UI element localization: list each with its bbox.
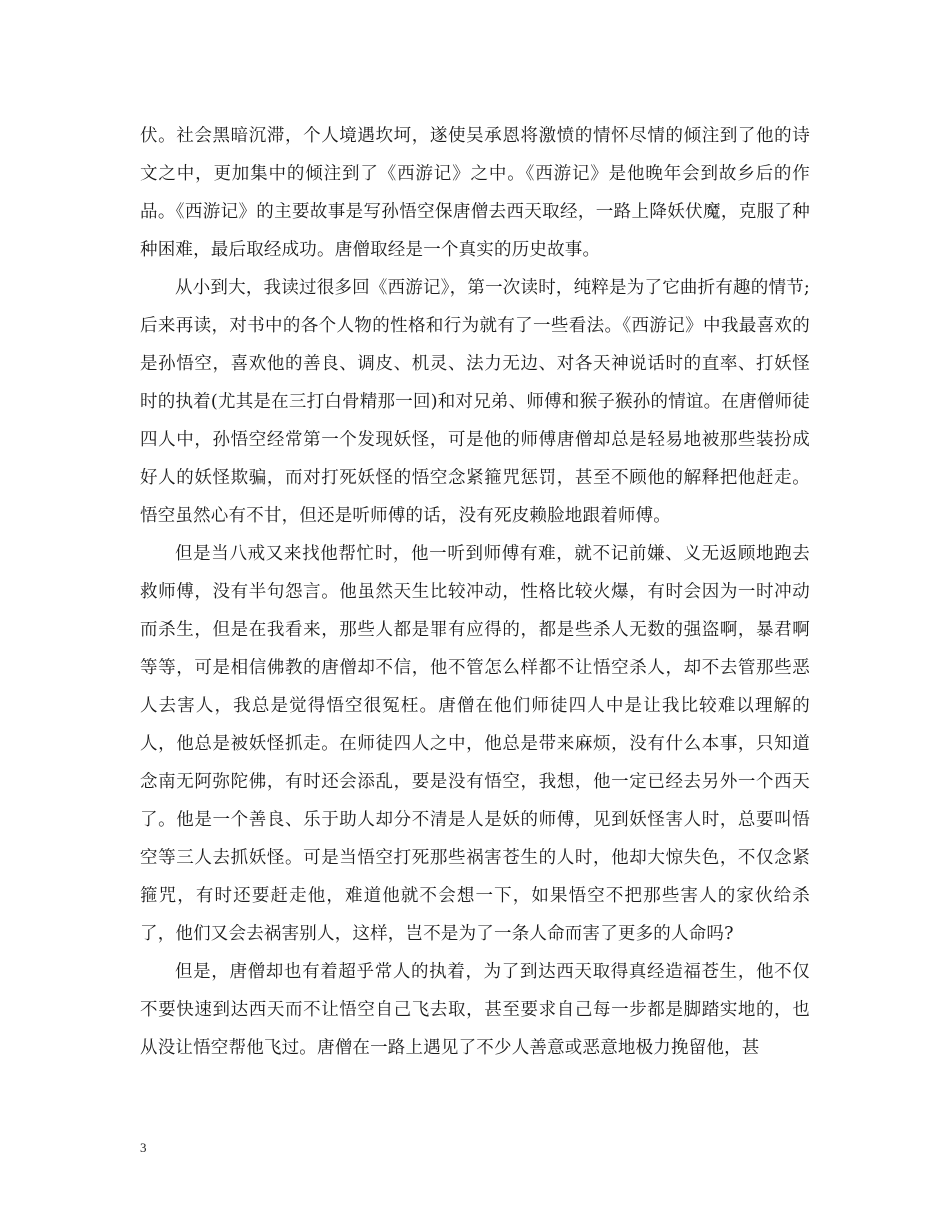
page-number: 3 — [140, 1140, 147, 1155]
paragraph-4: 但是，唐僧却也有着超乎常人的执着，为了到达西天取得真经造福苍生，他不仅不要快速到达西天而不让悟空自己飞去取，甚至要求自己每一步都是脚踏实地的，也从没让悟空帮他飞过。唐僧在一路上遇见了不少人善意或恶意地极力挽留他，甚 — [140, 962, 810, 1058]
paragraph-1: 伏。社会黑暗沉滞，个人境遇坎坷，遂使吴承恩将激愤的情怀尽情的倾注到了他的诗文之中，更加集中的倾注到了《西游记》之中。《西游记》是他晚年会到故乡后的作品。《西游记》的主要故事是写孙悟空保唐僧去西天取经，一路上降妖伏魔，克服了种种困难，最后取经成功。唐僧取经是一个真实的历史故事。 — [140, 126, 810, 260]
paragraph-3: 但是当八戒又来找他帮忙时，他一听到师傅有难，就不记前嫌、义无返顾地跑去救师傅，没有半句怨言。他虽然天生比较冲动，性格比较火爆，有时会因为一时冲动而杀生，但是在我看来，那些人都是罪有应得的，都是些杀人无数的强盗啊，暴君啊等等，可是相信佛教的唐僧却不信，他不管怎么样都不让悟空杀人，却不去管那些恶人去害人，我总是觉得悟空很冤枉。唐僧在他们师徒四人中是让我比较难以理解的人，他总是被妖怪抓走。在师徒四人之中，他总是带来麻烦，没有什么本事，只知道念南无阿弥陀佛，有时还会添乱，要是没有悟空，我想，他一定已经去另外一个西天了。他是一个善良、乐于助人却分不清是人是妖的师傅，见到妖怪害人时，总要叫悟空等三人去抓妖怪。可是当悟空打死那些祸害苍生的人时，他却大惊失色，不仅念紧箍咒，有时还要赶走他，难道他就不会想一下，如果悟空不把那些害人的家伙给杀了，他们又会去祸害别人，这样，岂不是为了一条人命而害了更多的人命吗? — [140, 544, 810, 944]
paragraph-2: 从小到大，我读过很多回《西游记》，第一次读时，纯粹是为了它曲折有趣的情节;后来再读，对书中的各个人物的性格和行为就有了一些看法。《西游记》中我最喜欢的是孙悟空，喜欢他的善良、调皮、机灵、法力无边、对各天神说话时的直率、打妖怪时的执着(尤其是在三打白骨精那一回)和对兄弟、师傅和猴子猴孙的情谊。在唐僧师徒四人中，孙悟空经常第一个发现妖怪，可是他的师傅唐僧却总是轻易地被那些装扮成好人的妖怪欺骗，而对打死妖怪的悟空念紧箍咒惩罚，甚至不顾他的解释把他赶走。悟空虽然心有不甘，但还是听师傅的话，没有死皮赖脸地跟着师傅。 — [140, 278, 810, 526]
page-body — [140, 117, 810, 1067]
